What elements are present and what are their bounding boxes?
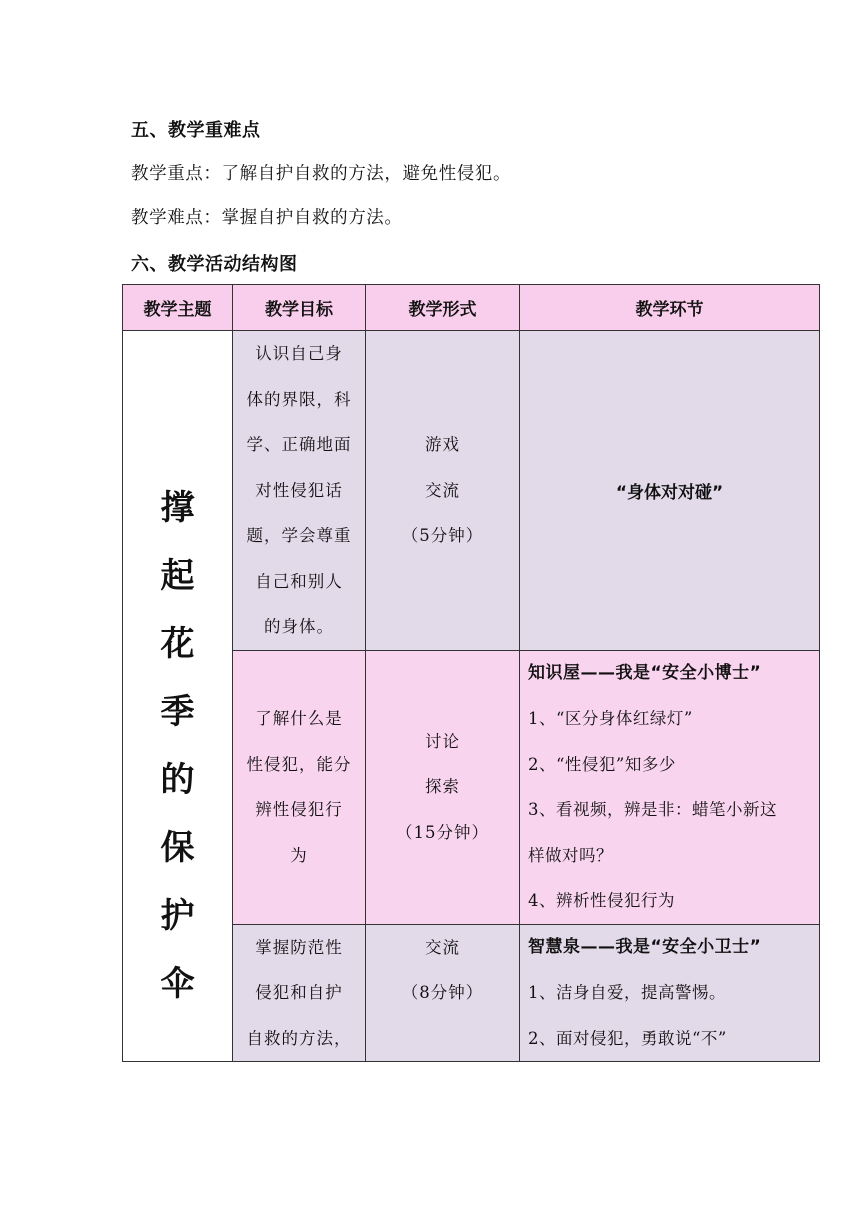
header-form: 教学形式 [366,285,520,331]
goal-line: 体的界限，科 [246,389,352,409]
goal-line: 辨性侵犯行 [255,800,343,819]
stage-title: “身体对对碰” [615,482,724,503]
form-line: （15分钟） [396,822,489,842]
goal-cell [233,924,366,1062]
theme-char: 花 [160,624,195,664]
stage-item: 2、“性侵犯”知多少 [528,754,676,774]
theme-char: 的 [160,760,195,800]
goal-line: 自己和别人 [255,571,343,591]
form-line: 讨论 [425,731,460,751]
table-header-row [123,285,820,331]
goal-cell [233,650,366,924]
goal-cell [233,331,366,651]
form-line: 交流 [425,937,460,957]
section-6-heading: 六、教学活动结构图 [131,254,298,275]
form-cell [366,331,520,651]
goal-line: 掌握防范性 [255,937,343,957]
form-line: （5分钟） [401,526,484,545]
goal-line: 的身体。 [264,617,334,636]
goal-line: 性侵犯，能分 [246,754,352,774]
theme-char: 撑 [160,488,195,528]
goal-line: 题，学会尊重 [246,526,352,545]
header-goal: 教学目标 [233,285,366,331]
theme-char: 季 [160,692,195,732]
goal-line: 自救的方法， [246,1028,352,1048]
goal-line: 学、正确地面 [246,435,352,454]
theme-char: 护 [160,896,195,936]
key-point-text: 教学重点：了解自护自救的方法，避免性侵犯。 [131,164,512,184]
goal-line: 对性侵犯话 [255,480,343,500]
theme-char: 起 [160,556,195,596]
form-cell [366,650,520,924]
theme-char: 保 [160,828,195,868]
section-5-heading: 五、教学重难点 [131,120,261,141]
stage-item: 4、辨析性侵犯行为 [528,891,675,910]
header-theme: 教学主题 [123,285,233,331]
form-line: 交流 [425,480,460,500]
theme-char: 伞 [160,964,195,1004]
table-row [123,331,820,651]
form-line: 游戏 [425,435,460,454]
difficult-point-text: 教学难点：掌握自护自救的方法。 [131,208,403,228]
activity-structure-table [122,284,820,1062]
goal-line: 侵犯和自护 [255,983,343,1002]
stage-title: 智慧泉——我是“安全小卫士” [528,936,762,957]
stage-item: 1、“区分身体红绿灯” [528,709,693,728]
stage-item: 1、洁身自爱，提高警惕。 [528,983,726,1002]
stage-cell [520,331,820,651]
goal-line: 认识自己身 [255,344,343,363]
goal-line: 为 [290,845,308,865]
stage-title: 知识屋——我是“安全小博士” [528,662,762,683]
stage-item: 样做对吗？ [528,845,613,865]
goal-line: 了解什么是 [255,709,343,728]
stage-cell [520,650,820,924]
form-line: （8分钟） [401,983,484,1002]
form-cell [366,924,520,1062]
stage-item: 3、看视频，辨是非：蜡笔小新这 [528,800,777,819]
theme-vertical-text [123,374,232,1018]
header-stage: 教学环节 [520,285,820,331]
theme-cell [123,331,233,1062]
form-line: 探索 [425,777,460,797]
stage-cell [520,924,820,1062]
stage-item: 2、面对侵犯，勇敢说“不” [528,1028,727,1048]
